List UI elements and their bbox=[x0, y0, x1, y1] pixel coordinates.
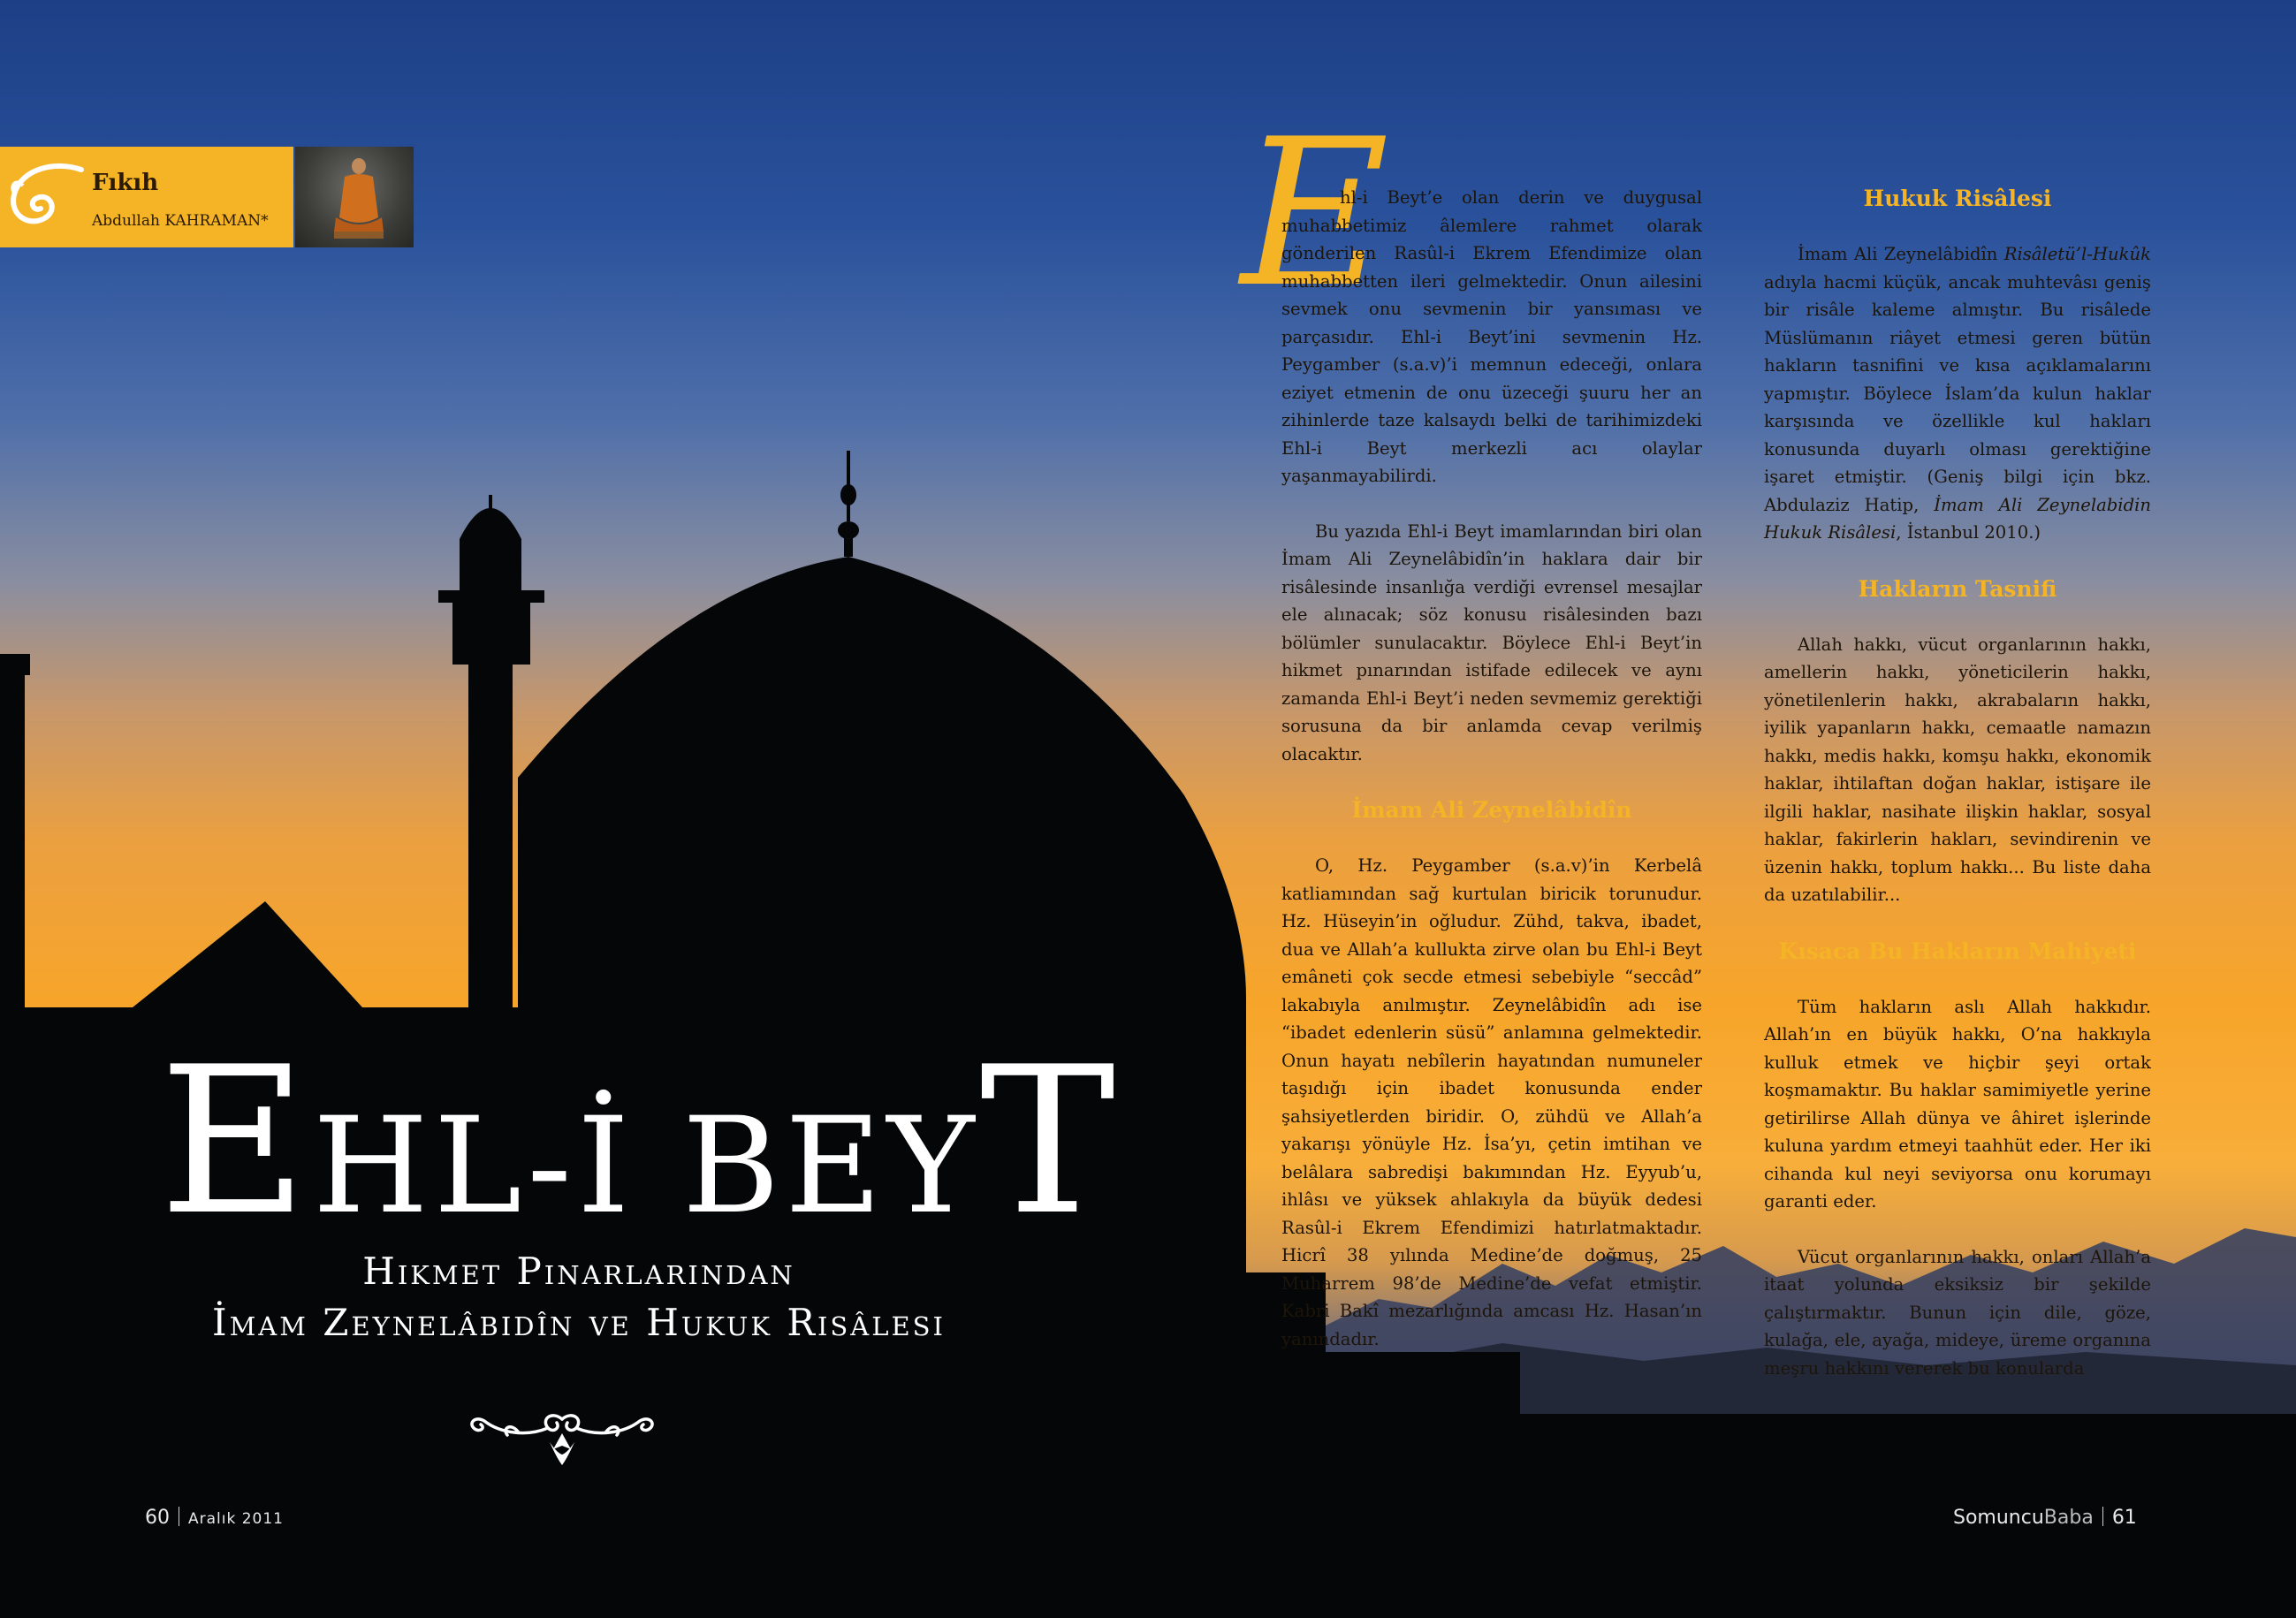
flourish-ornament-icon bbox=[465, 1407, 659, 1469]
mahiyet-paragraph-1: Tüm hakların aslı Allah hakkıdır. Allah’ın en büyük hakkı, O’na hakkıyla kulluk etmek ve hiçbir şeyi ortak koşmamaktır. Bu haklar samimiyetle yerine getirilirse Allah dünya ve âhiret işlerinde kuluna yardım etmeyi taahhüt eder. Her iki cihanda kul neyi seviyorsa onu korumayı garanti eder. bbox=[1764, 996, 2151, 1212]
praying-figure-image bbox=[295, 147, 414, 247]
section-tag bbox=[0, 147, 293, 247]
heading-tasnif: Hakların Tasnifi bbox=[1858, 575, 2057, 602]
dropcap-letter: E bbox=[1241, 96, 1389, 332]
title-initial: E bbox=[159, 1024, 313, 1260]
imam-paragraph: O, Hz. Peygamber (s.a.v)’in Kerbelâ katliamından sağ kurtulan biricik torunudur. Hz. Hüseyin’in oğludur. Zühd, takva, ibadet, dua ve Allah’a kullukta zirve olan bu Ehl-i Beyt emâneti çok secde etmesi sebebiyle “seccâd” lakabıyla anılmıştır. Zeynelâbidîn adı ise “ibadet edenlerin süsü” anlamına gelmektedir. Onun hayatı nebîlerin hayatından numuneler taşıdığı için ibadet konusunda ender şahsiyetlerden biridir. O, zühdü ve Allah’a yakarışı yönüyle Hz. İsa’yı, çetin imtihan ve belâlara sabredişi bakımından Hz. Eyyub’u, ihlâsı ve yüksek ahlakıyla da büyük dedesi Rasûl-i Ekrem Efendimizi hatırlatmaktadır. Hicrî 38 yılında Medine’de doğmuş, 25 Muharrem 98’de Medine’de vefat etmiştir. Kabri Bakî mezarlığında amcası Hz. Hasan’ın yanındadır. bbox=[1281, 855, 1702, 1349]
subtitle-line-1: Hikmet Pınarlarından bbox=[362, 1250, 795, 1293]
heading-imam: İmam Ali Zeynelâbidîn bbox=[1351, 797, 1632, 823]
intro-paragraph-1: hl-i Beyt’e olan derin ve duygusal muhabbetimiz âlemlere rahmet olarak gönderilen Rasûl-i Ekrem Efendimize olan muhabbetten ileri gelmektedir. Onun ailesini sevmek onu sevmenin bir yansıması ve parçasıdır. Ehl-i Beyt’ini sevmenin Hz. Peygamber (s.a.v)’i memnun edeceği, onlara eziyet etmenin de onu üzeceği şuuru her an zihinlerde taze kalsaydı belki de tarihimizdeki Ehl-i Beyt merkezli acı olaylar yaşanmayabilirdi. bbox=[1281, 187, 1702, 486]
issue-date: Aralık 2011 bbox=[188, 1510, 284, 1528]
brand-name-b: Baba bbox=[2043, 1507, 2094, 1529]
mahiyet-paragraph-2: Vücut organlarının hakkı, onları Allah’a itaat yolunda eksiksiz bir şekilde çalıştırmaktır. Bunun için dile, göze, kulağa, ele, ayağa, mideye, üreme organına meşru hakkını vererek bu konularda bbox=[1764, 1246, 2151, 1379]
heading-mahiyet: Kısaca Bu Hakların Mahiyeti bbox=[1778, 938, 2137, 964]
brand-name-a: Somuncu bbox=[1953, 1507, 2044, 1529]
article-title bbox=[159, 1024, 1121, 1260]
text-column-right bbox=[1764, 184, 2151, 1409]
page-number-right: 61 bbox=[2111, 1507, 2137, 1529]
heading-hukuk: Hukuk Risâlesi bbox=[1863, 186, 2052, 211]
praying-man-thumbnail bbox=[295, 147, 414, 247]
tasnif-paragraph: Allah hakkı, vücut organlarının hakkı, amellerin hakkı, yöneticilerin hakkı, yönetilenlerin hakkı, akrabaların hakkı, iyilik yapanların hakkı, cemaatle namazın hakkı, medis hakkı, komşu hakkı, ekonomik haklar, ihtilaftan doğan haklar, istişare ile ilgili haklar, nasihate ilişkin haklar, sosyal haklar, fakirlerin hakları, sevindirenin ve üzenin hakkı, toplum hakkı... Bu liste daha da uzatılabilir... bbox=[1764, 634, 2151, 905]
title-middle: HL-İ BEY bbox=[312, 1090, 980, 1243]
title-final: T bbox=[979, 1024, 1121, 1260]
author-name: Abdullah KAHRAMAN* bbox=[92, 212, 269, 230]
swirl-ornament-icon bbox=[4, 159, 88, 235]
footer-right bbox=[1953, 1507, 2137, 1529]
subtitle-line-2: İmam Zeynelâbidîn ve Hukuk Risâlesi bbox=[212, 1301, 946, 1344]
hukuk-paragraph: İmam Ali Zeynelâbidîn Risâletü’l-Hukûk adıyla hacmi küçük, ancak muhtevâsı geniş bir risâle kaleme almıştır. Bu risâlede Müslümanın riâyet etmesi geren bütün hakların tasnifini ve kısa açıklamalarını yapmıştır. Böylece İslam’da kulun haklar karşısında ve özellikle kul hakları konusunda duyarlı olması gerektiğine işaret etmiştir. (Geniş bilgi için bkz. Abdulaziz Hatip, İmam Ali Zeynelabidin Hukuk Risâlesi, İstanbul 2010.) bbox=[1764, 244, 2152, 543]
section-title: Fıkıh bbox=[92, 170, 159, 196]
page-number-left: 60 bbox=[145, 1507, 170, 1529]
footer-left bbox=[145, 1507, 284, 1529]
article-subtitle bbox=[159, 1246, 999, 1348]
text-column-left bbox=[1281, 184, 1702, 1380]
intro-paragraph-2: Bu yazıda Ehl-i Beyt imamlarından biri olan İmam Ali Zeynelâbidîn’in haklara dair bir risâlesinde insanlığa verdiği evrensel mesajlar ele alınacak; söz konusu risâlesinden bazı bölümler sunulacaktır. Böylece Ehl-i Beyt’in hikmet pınarından istifade edilecek ve aynı zamanda Ehl-i Beyt’i neden sevmemiz gerektiği sorusuna da bir anlamda cevap verilmiş olacaktır. bbox=[1281, 520, 1702, 764]
